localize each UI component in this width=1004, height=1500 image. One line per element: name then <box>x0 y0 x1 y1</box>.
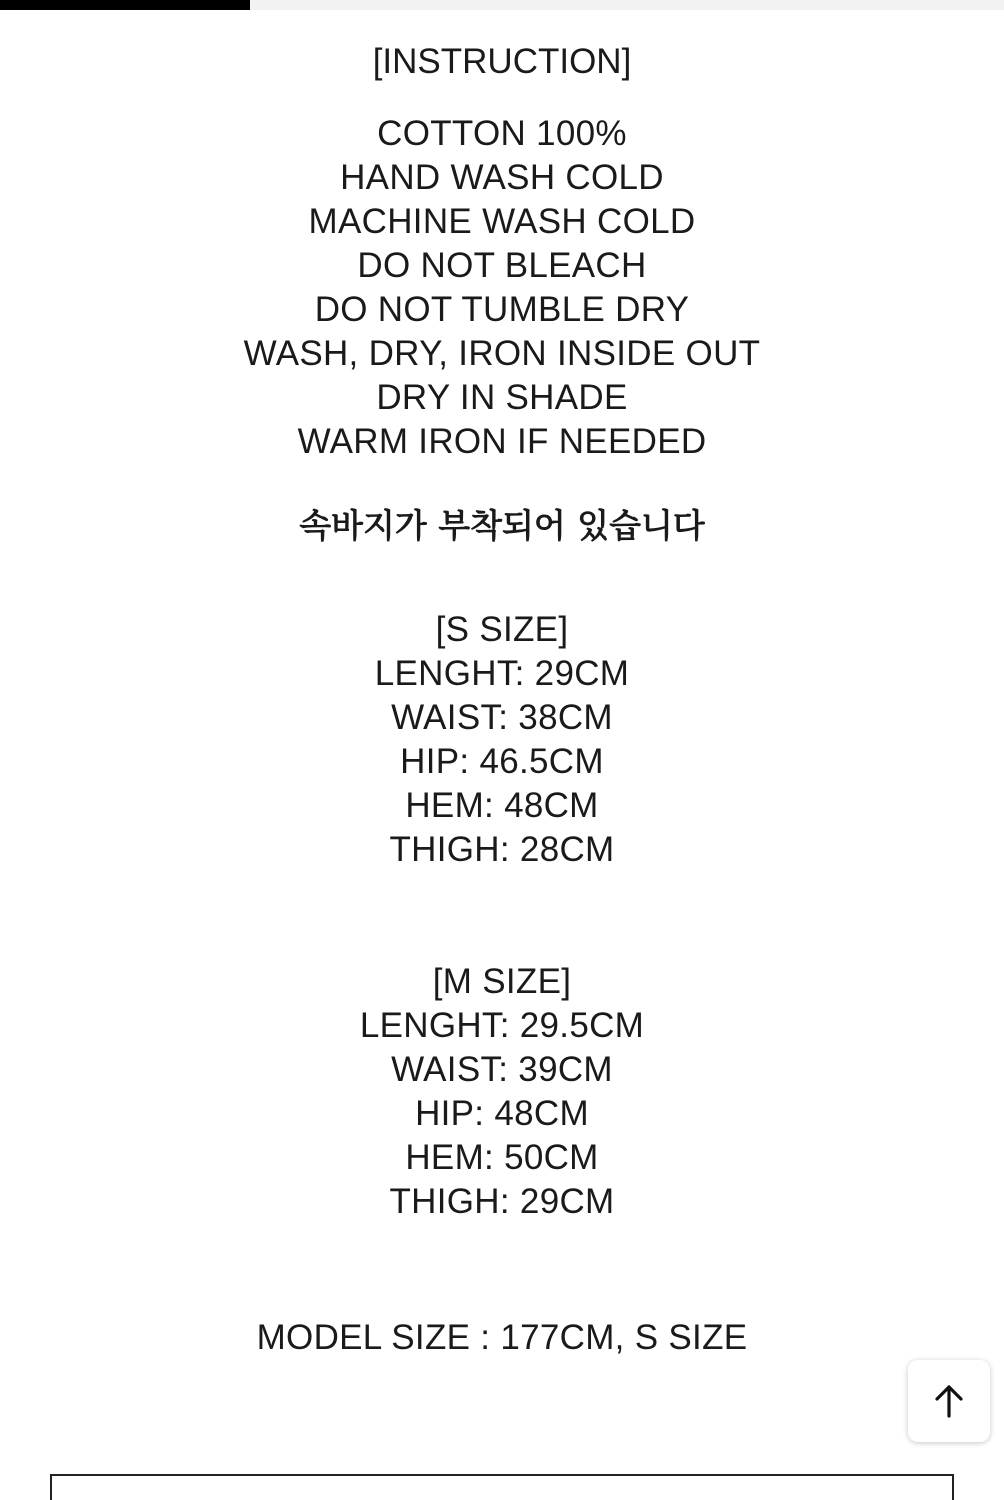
arrow-up-icon <box>926 1378 972 1424</box>
care-line: DRY IN SHADE <box>376 378 628 417</box>
bottom-partial-panel <box>50 1474 954 1500</box>
size-measurement-m: LENGHT: 29.5CM <box>359 1006 645 1045</box>
instruction-heading: [INSTRUCTION] <box>372 42 632 81</box>
scroll-progress-fill <box>0 0 250 10</box>
care-line: DO NOT TUMBLE DRY <box>314 290 690 329</box>
model-size-line: MODEL SIZE : 177CM, S SIZE <box>256 1318 748 1357</box>
size-measurement-s: WAIST: 38CM <box>391 698 613 737</box>
korean-notice: 속바지가 부착되어 있습니다 <box>299 506 705 545</box>
care-line: MACHINE WASH COLD <box>308 202 696 241</box>
size-measurement-s: HEM: 48CM <box>405 786 599 825</box>
care-line: COTTON 100% <box>377 114 627 153</box>
size-measurement-s: HIP: 46.5CM <box>400 742 604 781</box>
product-description-body <box>0 10 1004 1360</box>
size-measurement-m: THIGH: 29CM <box>389 1182 615 1221</box>
size-measurement-m: HEM: 50CM <box>405 1138 599 1177</box>
care-line: DO NOT BLEACH <box>357 246 647 285</box>
size-measurement-s: THIGH: 28CM <box>389 830 615 869</box>
size-block-title-m: [M SIZE] <box>432 962 572 1001</box>
size-measurement-m: HIP: 48CM <box>415 1094 589 1133</box>
care-line: HAND WASH COLD <box>340 158 664 197</box>
scroll-to-top-button[interactable] <box>908 1360 990 1442</box>
size-measurement-s: LENGHT: 29CM <box>374 654 630 693</box>
size-block-title-s: [S SIZE] <box>435 610 569 649</box>
scroll-progress-bar[interactable] <box>0 0 1004 10</box>
care-line: WARM IRON IF NEEDED <box>297 422 707 461</box>
care-line: WASH, DRY, IRON INSIDE OUT <box>243 334 761 373</box>
size-measurement-m: WAIST: 39CM <box>391 1050 613 1089</box>
